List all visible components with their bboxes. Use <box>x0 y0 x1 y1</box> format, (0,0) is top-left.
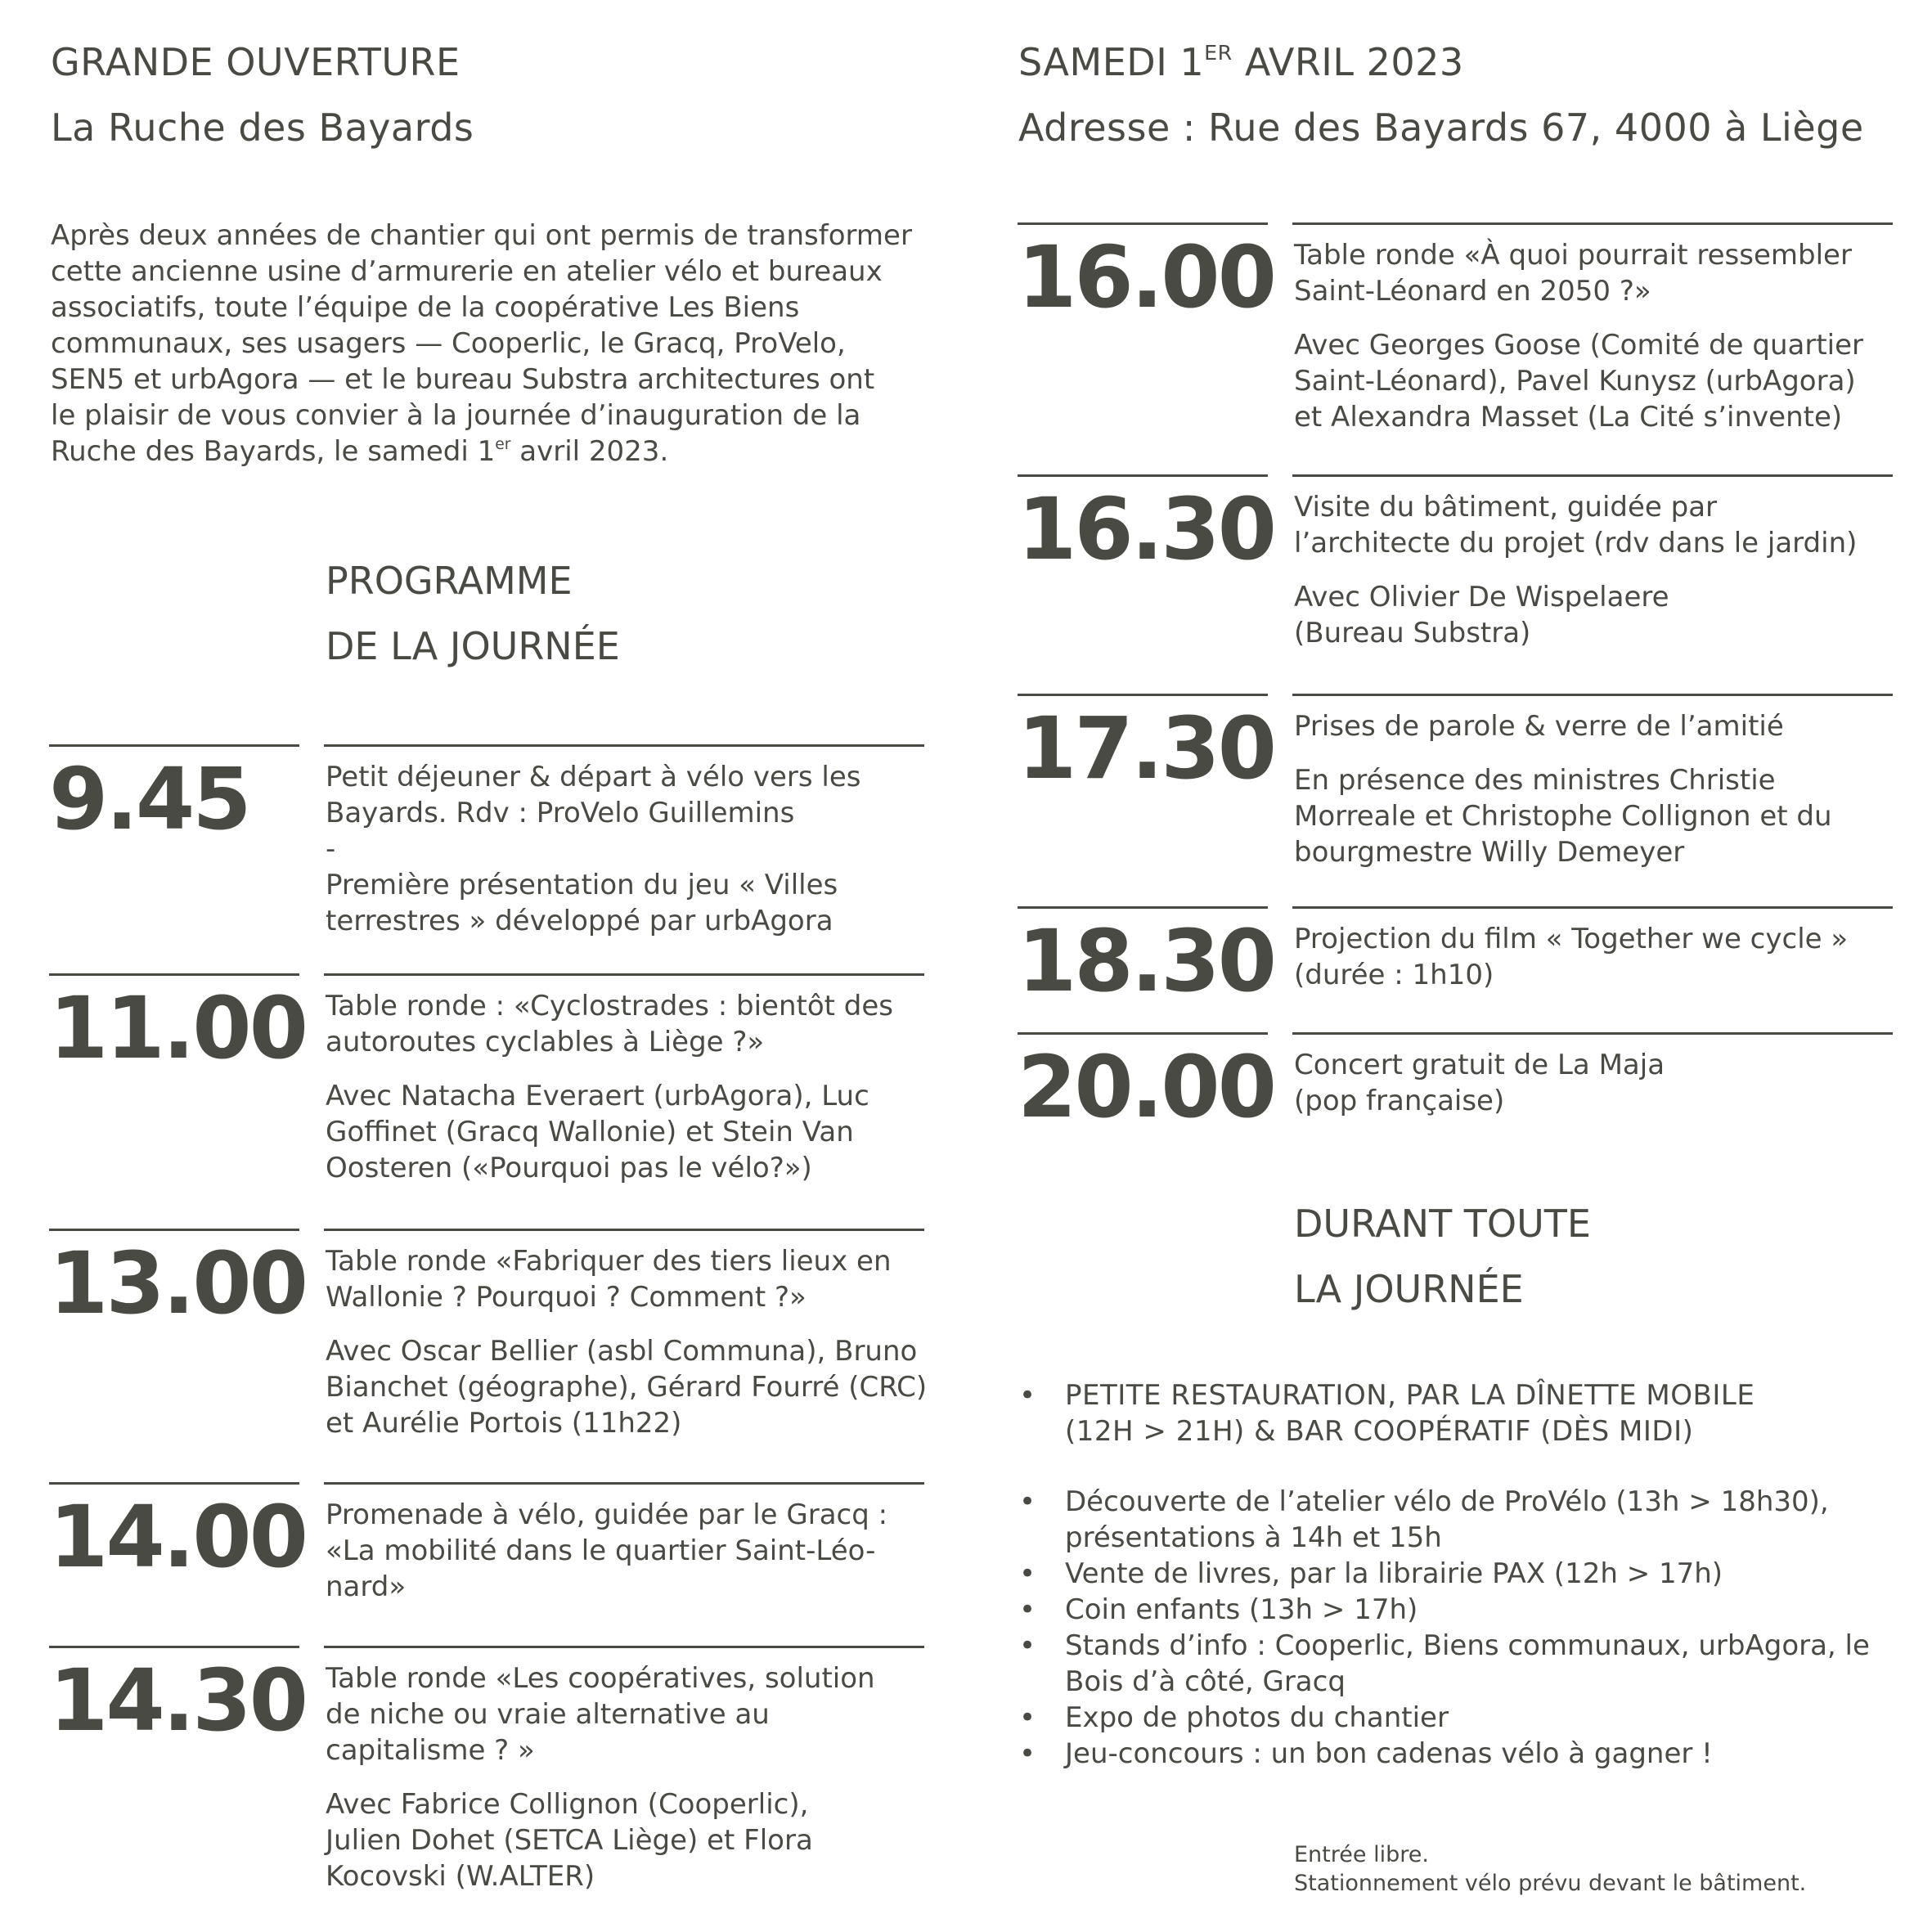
intro-line: le plaisir de vous convier à la journée d’inauguration de la <box>51 399 861 432</box>
schedule-description <box>326 1497 887 1605</box>
event-date: SAMEDI 1ER AVRIL 2023 <box>1018 40 1464 84</box>
divider <box>49 973 299 976</box>
desc-line: En présence des ministres Christie <box>1294 764 1776 797</box>
schedule-description <box>326 988 893 1186</box>
divider <box>324 1482 924 1485</box>
desc-line: Saint-Léonard), Pavel Kunysz (urbAgora) <box>1294 365 1856 398</box>
allday-title-line: DURANT TOUTE <box>1294 1202 1591 1246</box>
list-item <box>1018 1628 1870 1700</box>
desc-line: et Alexandra Masset (La Cité s’invente) <box>1294 401 1843 434</box>
intro-line: Après deux années de chantier qui ont permis de transformer <box>51 219 912 252</box>
desc-line: Saint-Léonard en 2050 ?» <box>1294 275 1651 308</box>
list-item-line: • Découverte de l’atelier vélo de ProVélo (13h > 18h30), <box>1065 1485 1829 1518</box>
time-label: 17.30 <box>1018 699 1274 798</box>
desc-line: et Aurélie Portois (11h22) <box>326 1407 682 1440</box>
divider <box>49 1482 299 1485</box>
time-label: 20.00 <box>1018 1037 1274 1137</box>
time-label: 9.45 <box>49 749 249 849</box>
schedule-description <box>326 759 861 939</box>
programme-title <box>326 548 620 679</box>
desc-line: Table ronde «Fabriquer des tiers lieux en <box>326 1245 892 1278</box>
list-item <box>1018 1556 1870 1592</box>
divider <box>324 973 924 976</box>
desc-line: bourgmestre Willy Demeyer <box>1294 836 1685 869</box>
footer-line: Stationnement vélo prévu devant le bâtiment. <box>1294 1871 1807 1896</box>
schedule-description <box>1294 489 1857 651</box>
desc-line: terrestres » développé par urbAgora <box>326 905 833 937</box>
desc-line: Wallonie ? Pourquoi ? Comment ?» <box>326 1281 806 1314</box>
schedule-description <box>326 1243 927 1441</box>
time-label: 16.00 <box>1018 227 1274 327</box>
time-label: 16.30 <box>1018 479 1274 579</box>
desc-line: capitalisme ? » <box>326 1734 535 1767</box>
desc-line: (pop française) <box>1294 1085 1505 1117</box>
desc-line: Kocovski (W.ALTER) <box>326 1860 595 1893</box>
spacer <box>1294 561 1857 579</box>
intro-paragraph <box>51 218 912 470</box>
list-item-line: • Coin enfants (13h > 17h) <box>1065 1593 1418 1626</box>
divider <box>1292 222 1893 225</box>
desc-line: de niche ou vraie alternative au <box>326 1698 770 1731</box>
time-label: 18.30 <box>1018 911 1274 1011</box>
desc-line: Oosteren («Pourquoi pas le vélo?») <box>326 1152 812 1184</box>
divider <box>1292 906 1893 909</box>
desc-line: (durée : 1h10) <box>1294 959 1494 991</box>
spacer <box>1294 309 1863 327</box>
event-title: GRANDE OUVERTURE <box>51 40 461 84</box>
desc-line: Table ronde : «Cyclostrades : bientôt des <box>326 990 894 1022</box>
desc-line: Petit déjeuner & départ à vélo vers les <box>326 761 861 793</box>
divider <box>49 744 299 747</box>
desc-line: Première présentation du jeu « Villes <box>326 869 838 901</box>
footer-note <box>1294 1840 1806 1898</box>
desc-line: Goffinet (Gracq Wallonie) et Stein Van <box>326 1116 854 1148</box>
list-item <box>1018 1377 1870 1449</box>
desc-line: Avec Georges Goose (Comité de quartier <box>1294 329 1864 362</box>
desc-line: Projection du film « Together we cycle » <box>1294 923 1849 955</box>
intro-line: communaux, ses usagers — Cooperlic, le Gracq, ProVelo, <box>51 327 846 360</box>
allday-primary-list <box>1018 1377 1870 1449</box>
desc-line: (Bureau Substra) <box>1294 617 1531 649</box>
footer-line: Entrée libre. <box>1294 1842 1429 1867</box>
divider <box>1018 222 1268 225</box>
desc-line: - <box>326 833 336 865</box>
desc-line: Table ronde «Les coopératives, solution <box>326 1662 875 1695</box>
allday-activities-list <box>1018 1484 1870 1772</box>
desc-line: Avec Olivier De Wispelaere <box>1294 581 1669 613</box>
allday-title-line: LA JOURNÉE <box>1294 1267 1524 1311</box>
divider <box>1018 694 1268 696</box>
header-left <box>51 29 474 160</box>
spacer <box>326 1315 927 1333</box>
intro-line: Ruche des Bayards, le samedi 1er avril 2023. <box>51 435 669 468</box>
divider <box>1018 906 1268 909</box>
programme-title-line: DE LA JOURNÉE <box>326 624 620 668</box>
time-label: 14.00 <box>49 1487 306 1587</box>
event-address: Adresse : Rue des Bayards 67, 4000 à Liège <box>1018 106 1864 150</box>
programme-title-line: PROGRAMME <box>326 559 573 603</box>
schedule-description <box>1294 237 1863 435</box>
allday-title <box>1294 1191 1591 1322</box>
schedule-description <box>1294 1047 1665 1119</box>
venue-name: La Ruche des Bayards <box>51 106 474 150</box>
list-item-line: • Jeu-concours : un bon cadenas vélo à gagner ! <box>1065 1737 1713 1770</box>
desc-line: Visite du bâtiment, guidée par <box>1294 491 1718 523</box>
desc-line: l’architecte du projet (rdv dans le jardin) <box>1294 527 1858 559</box>
desc-line: Avec Fabrice Collignon (Cooperlic), <box>326 1788 809 1821</box>
desc-line: Promenade à vélo, guidée par le Gracq : <box>326 1498 888 1531</box>
time-label: 14.30 <box>49 1651 306 1750</box>
list-item-line: • Expo de photos du chantier <box>1065 1701 1449 1734</box>
time-label: 13.00 <box>49 1233 306 1333</box>
spacer <box>1294 744 1832 762</box>
desc-line: Avec Natacha Everaert (urbAgora), Luc <box>326 1080 869 1112</box>
divider <box>324 1646 924 1648</box>
divider <box>1292 474 1893 477</box>
desc-line: Bianchet (géographe), Gérard Fourré (CRC) <box>326 1371 928 1404</box>
schedule-description <box>1294 708 1832 870</box>
allday-list <box>1018 1377 1870 1772</box>
desc-line: autoroutes cyclables à Liège ?» <box>326 1026 765 1058</box>
list-item <box>1018 1736 1870 1772</box>
divider <box>49 1646 299 1648</box>
list-item-line: (12H > 21H) & BAR COOPÉRATIF (DÈS MIDI) <box>1065 1415 1694 1448</box>
desc-line: Avec Oscar Bellier (asbl Communa), Bruno <box>326 1335 918 1368</box>
list-item <box>1018 1592 1870 1628</box>
time-label: 11.00 <box>49 978 306 1078</box>
desc-line: Morreale et Christophe Collignon et du <box>1294 800 1832 833</box>
divider <box>1018 1032 1268 1035</box>
header-right <box>1018 29 1864 160</box>
divider <box>49 1229 299 1231</box>
desc-line: Prises de parole & verre de l’amitié <box>1294 710 1784 743</box>
desc-line: Bayards. Rdv : ProVelo Guillemins <box>326 797 795 829</box>
list-item-line: présentations à 14h et 15h <box>1065 1521 1442 1554</box>
divider <box>1292 694 1893 696</box>
schedule-description <box>1294 921 1848 993</box>
divider <box>1018 474 1268 477</box>
desc-line: Table ronde «À quoi pourrait ressembler <box>1294 239 1852 272</box>
intro-line: cette ancienne usine d’armurerie en atelier vélo et bureaux <box>51 255 883 288</box>
list-item-line: • Stands d’info : Cooperlic, Biens communaux, urbAgora, le <box>1065 1629 1870 1662</box>
divider <box>324 1229 924 1231</box>
divider <box>324 744 924 747</box>
desc-line: «La mobilité dans le quartier Saint-Léo- <box>326 1534 876 1567</box>
spacer <box>326 1060 893 1078</box>
desc-line: Concert gratuit de La Maja <box>1294 1049 1665 1081</box>
desc-line: Julien Dohet (SETCA Liège) et Flora <box>326 1824 813 1857</box>
divider <box>1292 1032 1893 1035</box>
schedule-description <box>326 1660 875 1894</box>
desc-line: nard» <box>326 1570 407 1603</box>
list-item-line: • PETITE RESTAURATION, PAR LA DÎNETTE MOBILE <box>1065 1379 1755 1412</box>
list-item-line: Bois d’à côté, Gracq <box>1065 1665 1346 1698</box>
list-item <box>1018 1484 1870 1556</box>
intro-line: associatifs, toute l’équipe de la coopérative Les Biens <box>51 291 800 324</box>
list-item <box>1018 1700 1870 1736</box>
intro-line: SEN5 et urbAgora — et le bureau Substra architectures ont <box>51 363 875 396</box>
list-item-line: • Vente de livres, par la librairie PAX (12h > 17h) <box>1065 1557 1723 1590</box>
spacer <box>326 1768 875 1786</box>
